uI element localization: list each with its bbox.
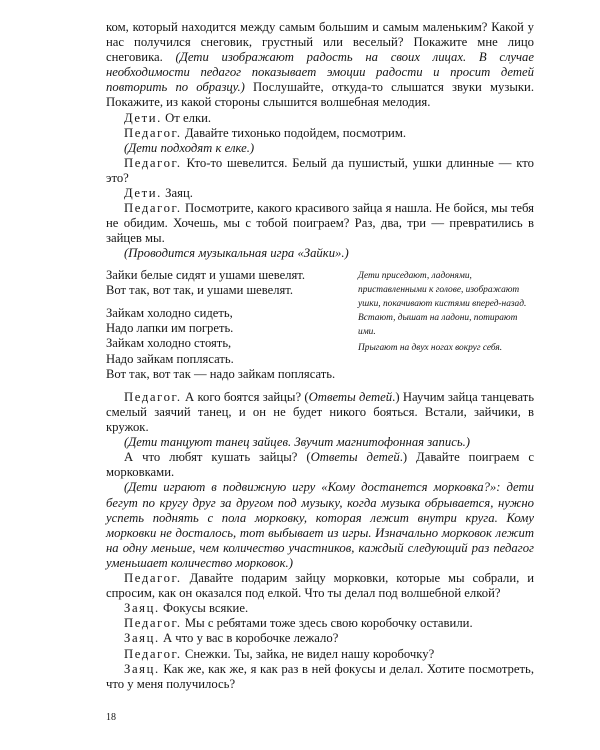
page-number: 18 xyxy=(106,712,116,723)
paragraph xyxy=(106,480,534,571)
paragraph xyxy=(106,156,534,186)
paragraph xyxy=(106,126,534,141)
paragraph-text: (Дети подходят к елке.) xyxy=(124,140,255,155)
paragraph-text: .) Научим зайца танцевать смелый заячий танец, и он не будет никого бояться. Встали, зайчики, в кружок. xyxy=(106,389,534,435)
paragraph xyxy=(106,647,534,662)
verse-line: Надо лапки им погреть. xyxy=(106,321,234,336)
paragraph-text: От елки. xyxy=(161,110,212,125)
paragraph-text: (Дети танцуют танец зайцев. Звучит магнитофонная запись.) xyxy=(124,435,471,450)
paragraph xyxy=(106,571,534,601)
paragraph-text: Давайте тихонько подойдем, посмотрим. xyxy=(181,125,407,140)
paragraph xyxy=(106,450,534,480)
paragraph-text: Как же, как же, я как раз в ней фокусы и делал. Хотите посмотреть, что у меня получилось? xyxy=(106,661,534,691)
speaker-label: Педагог. xyxy=(124,616,182,631)
speaker-label: Заяц. xyxy=(124,661,160,676)
speaker-label: Педагог. xyxy=(124,646,182,661)
movement-note: Прыгают на двух ногах вокруг себя. xyxy=(358,342,503,353)
paragraph xyxy=(106,20,534,111)
paragraph-text: А кого боятся зайцы? ( xyxy=(181,389,309,404)
verse-line: Вот так, вот так — надо зайкам поплясать. xyxy=(106,366,336,381)
paragraph xyxy=(106,435,534,450)
paragraph-text: Давайте подарим зайцу морковки, которые мы собрали, и спросим, как он оказался под елкой. Что ты делал под волшебной елкой? xyxy=(106,571,534,601)
text-blocks-bottom xyxy=(106,390,534,692)
verse-line: Зайки белые сидят и ушами шевелят. xyxy=(106,267,306,282)
speaker-label: Педагог. xyxy=(124,571,182,586)
speaker-label: Педагог. xyxy=(124,201,182,216)
paragraph-text: Посмотрите, какого красивого зайца я нашла. Не бойся, мы тебя не обидим. Хочешь, мы с тобой поиграем? Раз, два, три — превратились в зайцев мы. xyxy=(106,201,534,246)
paragraph xyxy=(106,141,534,156)
movement-note: Встают, дышат на ладони, потирают ими. xyxy=(358,312,518,337)
paragraph xyxy=(106,662,534,692)
paragraph xyxy=(106,601,534,616)
paragraph xyxy=(106,390,534,435)
movement-notes xyxy=(358,268,534,382)
speaker-label: Педагог. xyxy=(124,389,182,404)
verse-line: Зайкам холодно сидеть, xyxy=(106,305,233,320)
speaker-label: Заяц. xyxy=(124,631,160,646)
paragraph-text: Заяц. xyxy=(161,186,193,201)
movement-note: Дети приседают, ладонями, приставленными к голове, изображают ушки, покачивают кистями вперед-назад. xyxy=(358,270,527,309)
paragraph-text: Фокусы всякие. xyxy=(159,601,249,616)
paragraph xyxy=(106,616,534,631)
verse-line: Надо зайкам поплясать. xyxy=(106,351,234,366)
speaker-label: Педагог. xyxy=(124,155,182,170)
paragraph-text: А что любят кушать зайцы? ( xyxy=(124,450,311,465)
speaker-label: Дети. xyxy=(124,186,162,201)
speaker-label: Педагог. xyxy=(124,125,182,140)
paragraph-text: Снежки. Ты, зайка, не видел нашу коробочку? xyxy=(181,646,435,661)
paragraph-text: (Дети изображают радость на своих лицах. В случае необходимости педагог показывает эмоции радости и просит детей повторить по образцу.) xyxy=(106,50,534,95)
paragraph-text: А что у вас в коробочке лежало? xyxy=(159,631,339,646)
verse-line: Зайкам холодно стоять, xyxy=(106,336,232,351)
speaker-label: Дети. xyxy=(124,110,162,125)
paragraph-text: Кто-то шевелится. Белый да пушистый, ушки длинные — кто это? xyxy=(106,155,534,185)
paragraph xyxy=(106,246,534,261)
paragraph-text: Ответы детей xyxy=(310,450,400,465)
speaker-label: Заяц. xyxy=(124,601,160,616)
paragraph-text: Мы с ребятами тоже здесь свою коробочку оставили. xyxy=(181,616,473,631)
page-content xyxy=(106,20,534,692)
game-verse xyxy=(106,268,534,382)
paragraph xyxy=(106,186,534,201)
paragraph-text: .) Давайте поиграем с морковками. xyxy=(106,450,534,480)
paragraph-text: ком, который находится между самым большим и самым маленьким? Какой у нас получился снеговик, грустный или веселый? Покажите мне лицо снеговика. xyxy=(106,20,534,65)
paragraph-text: Ответы детей xyxy=(308,389,393,404)
paragraph-text: (Проводится музыкальная игра «Зайки».) xyxy=(124,246,349,261)
paragraph-text: (Дети играют в подвижную игру «Кому достанется морковка?»: дети бегут по кругу друг за другом под музыку, когда музыка обрывается, нужно успеть поднять с пола морковку, которая лежит внутри круга. Кому морковки не досталось, тот выбывает из игры. Изначально морковок лежит на одну меньше, чем количество участников, каждый следующий раз педагог уменьшает количество морковок.) xyxy=(106,480,534,570)
text-blocks-top xyxy=(106,20,534,262)
verse-lines xyxy=(106,268,346,382)
paragraph xyxy=(106,201,534,246)
verse-line: Вот так, вот так, и ушами шевелят. xyxy=(106,282,294,297)
paragraph xyxy=(106,631,534,646)
paragraph-text: Послушайте, откуда-то слышатся звуки музыки. Покажите, из какой стороны слышится волшебная мелодия. xyxy=(106,80,534,110)
paragraph xyxy=(106,111,534,126)
